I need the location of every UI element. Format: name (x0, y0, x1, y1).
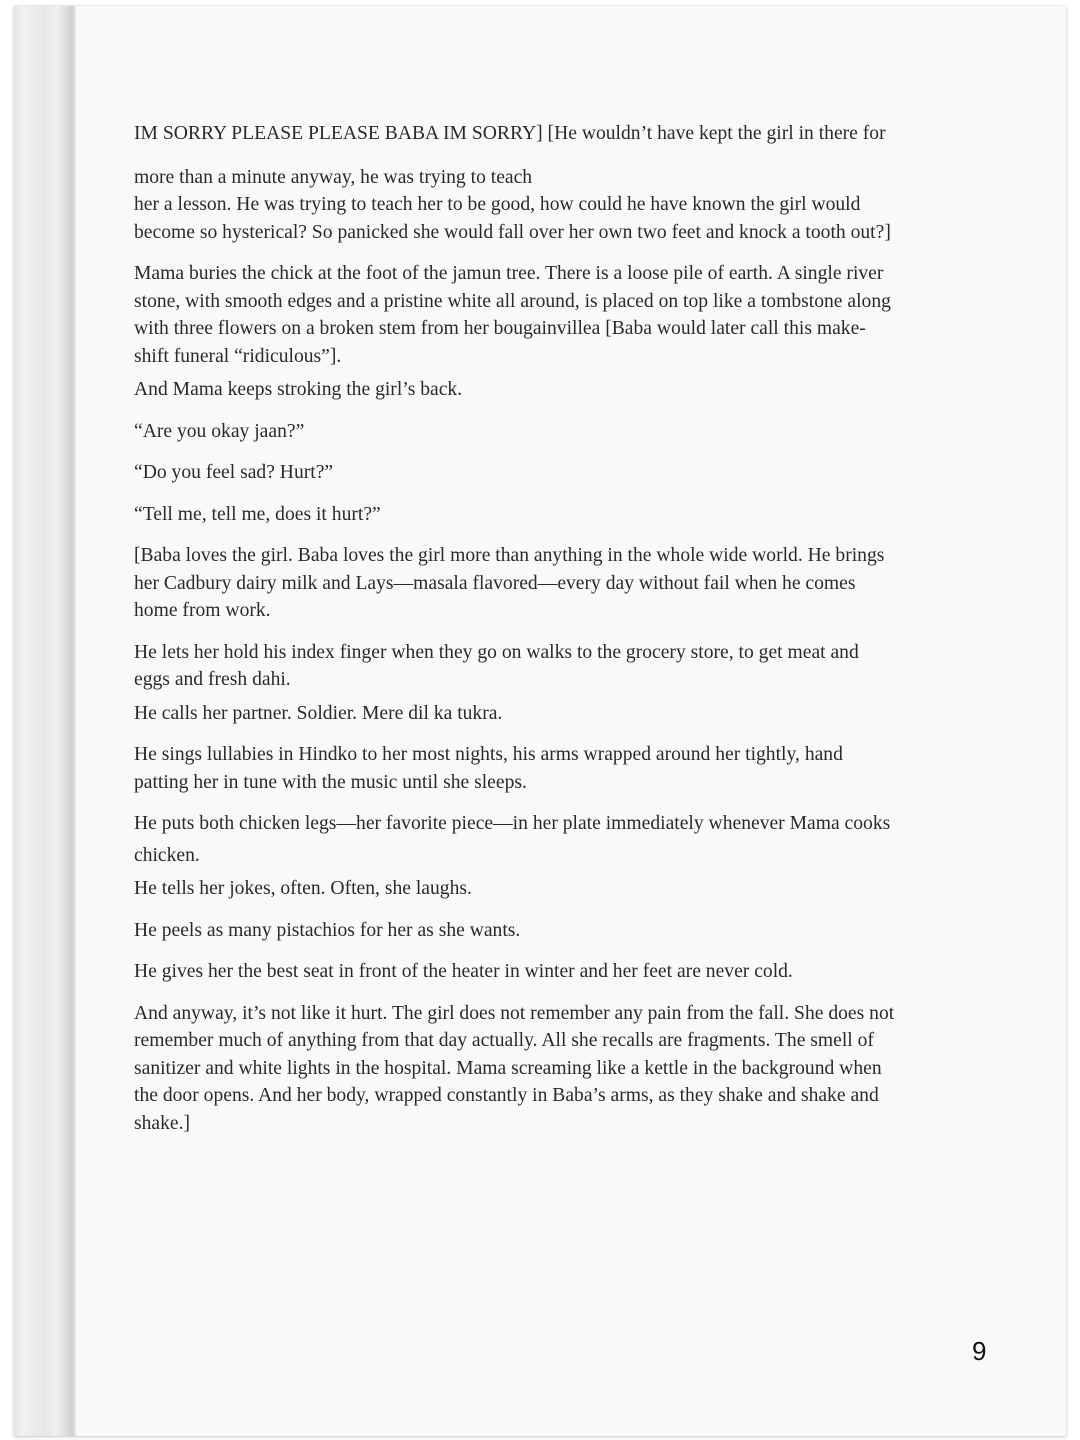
paragraph (134, 164, 1014, 192)
text-line: her a lesson. He was trying to teach her to be good, how could he have known the girl would (134, 194, 861, 215)
text-line: with three flowers on a broken stem from her bougainvillea [Baba would later call this make- (134, 318, 866, 339)
paragraph (134, 501, 1014, 529)
paragraph (134, 120, 1014, 148)
text-line: He lets her hold his index finger when they go on walks to the grocery store, to get meat and (134, 641, 859, 663)
text-line: He gives her the best seat in front of the heater in winter and her feet are never cold. (134, 961, 793, 982)
paragraph (134, 418, 1014, 446)
text-line: “Tell me, tell me, does it hurt?” (134, 503, 381, 525)
text-line: shake.] (134, 1112, 191, 1134)
text-line: the door opens. And her body, wrapped constantly in Baba’s arms, as they shake and shake and (134, 1085, 879, 1106)
paragraph (134, 917, 1014, 945)
paragraph (134, 376, 1014, 404)
text-line: [Baba loves the girl. Baba loves the girl more than anything in the whole wide world. He brings (134, 545, 885, 566)
spine-fold-line (71, 6, 73, 1436)
text-line: And anyway, it’s not like it hurt. The girl does not remember any pain from the fall. She does not (134, 1002, 895, 1024)
text-line: He calls her partner. Soldier. Mere dil ka tukra. (134, 702, 503, 724)
paragraph (134, 810, 1014, 869)
book-page (14, 6, 1066, 1436)
text-line: more than a minute anyway, he was trying to teach (134, 166, 533, 188)
text-line: chicken. (134, 844, 200, 866)
body-text (134, 120, 1014, 1137)
paragraph (134, 260, 1014, 370)
text-line: Mama buries the chick at the foot of the jamun tree. There is a loose pile of earth. A single river (134, 263, 884, 284)
paragraph (134, 1000, 1014, 1138)
text-line: He tells her jokes, often. Often, she laughs. (134, 878, 472, 899)
book-spine (14, 6, 76, 1436)
text-line: her Cadbury dairy milk and Lays—masala flavored—every day without fail when he comes (134, 572, 856, 594)
text-line: home from work. (134, 600, 271, 621)
text-line: shift funeral “ridiculous”]. (134, 345, 342, 367)
text-line: IM SORRY PLEASE PLEASE BABA IM SORRY] [He wouldn’t have kept the girl in there for (134, 123, 886, 144)
paragraph (134, 700, 1014, 728)
text-line: stone, with smooth edges and a pristine white all around, is placed on top like a tombstone along (134, 290, 891, 312)
text-line: He sings lullabies in Hindko to her most nights, his arms wrapped around her tightly, hand (134, 744, 843, 765)
text-line: patting her in tune with the music until she sleeps. (134, 771, 527, 793)
paragraph (134, 741, 1014, 796)
text-line: remember much of anything from that day actually. All she recalls are fragments. The smell of (134, 1030, 874, 1051)
text-line: become so hysterical? So panicked she would fall over her own two feet and knock a tooth out?] (134, 221, 891, 243)
text-line: He puts both chicken legs—her favorite piece—in her plate immediately whenever Mama cooks (134, 813, 891, 834)
text-line: eggs and fresh dahi. (134, 669, 291, 690)
paragraph (134, 459, 1014, 487)
paragraph (134, 191, 1014, 246)
paragraph (134, 875, 1014, 903)
page-number: 9 (972, 1336, 987, 1366)
text-line: And Mama keeps stroking the girl’s back. (134, 379, 463, 400)
paragraph (134, 542, 1014, 625)
text-line: sanitizer and white lights in the hospital. Mama screaming like a kettle in the background when (134, 1057, 882, 1079)
text-line: He peels as many pistachios for her as she wants. (134, 919, 521, 941)
paragraph (134, 958, 1014, 986)
paragraph (134, 639, 1014, 694)
text-line: “Do you feel sad? Hurt?” (134, 462, 334, 483)
text-line: “Are you okay jaan?” (134, 420, 305, 442)
